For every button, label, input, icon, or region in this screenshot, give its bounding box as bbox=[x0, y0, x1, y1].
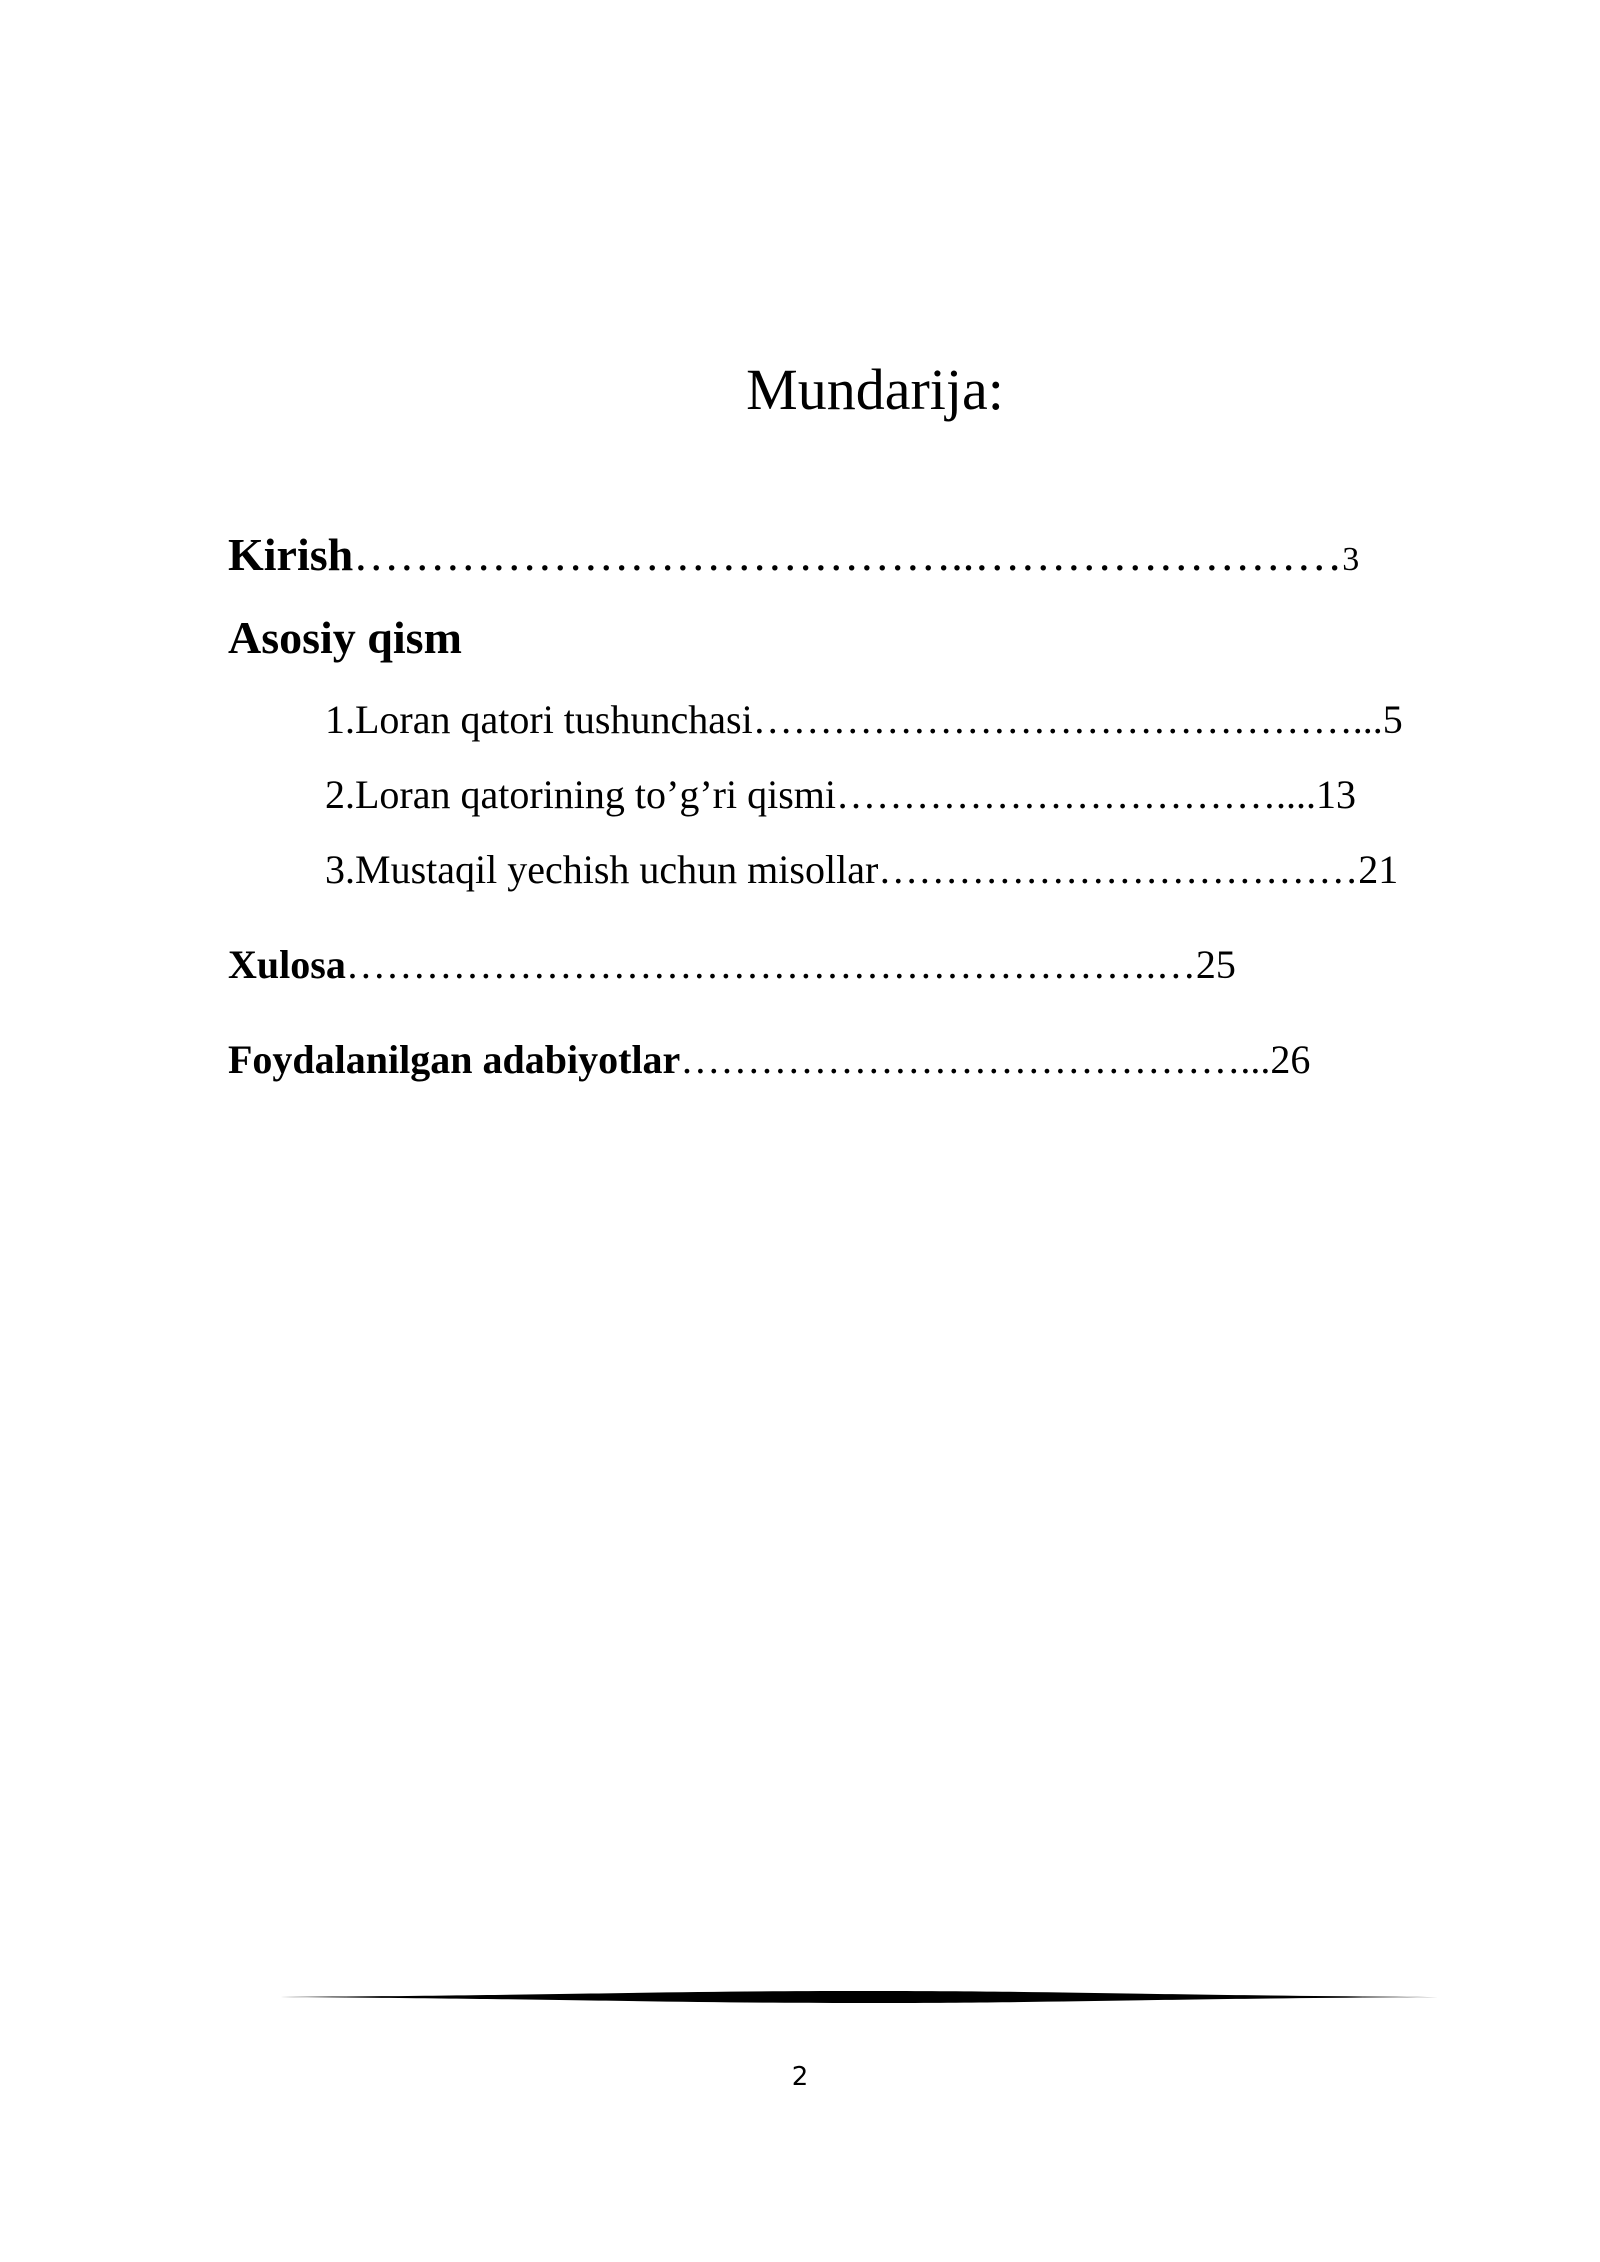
toc-label: Asosiy qism bbox=[228, 612, 462, 663]
toc-leader: ………………………………………... bbox=[752, 697, 1383, 742]
page-number: 2 bbox=[791, 2062, 809, 2092]
toc-section-heading bbox=[228, 612, 462, 663]
toc-label: Xulosa bbox=[228, 942, 346, 987]
toc-label: Foydalanilgan adabiyotlar bbox=[228, 1037, 681, 1082]
toc-leader: …………………………….... bbox=[836, 772, 1317, 817]
toc-entry-item-3 bbox=[325, 847, 1399, 892]
toc-entry-item-1 bbox=[325, 697, 1403, 742]
toc-page-number: 25 bbox=[1195, 942, 1236, 987]
toc-page-number: 21 bbox=[1358, 847, 1399, 892]
toc-page-number: 5 bbox=[1382, 697, 1403, 742]
toc-label: 2.Loran qatorining to’g’ri qismi bbox=[325, 772, 837, 817]
toc-leader: …………………………………..…………………… bbox=[353, 529, 1343, 580]
toc-leader: …………………………………………………….… bbox=[345, 942, 1196, 987]
toc-page-number: 3 bbox=[1342, 541, 1360, 578]
toc-page-number: 26 bbox=[1270, 1037, 1311, 1082]
toc-leader: ……………………………… bbox=[878, 847, 1359, 892]
toc-label: 1.Loran qatori tushunchasi bbox=[325, 697, 753, 742]
toc-entry-kirish bbox=[228, 529, 1360, 580]
toc-leader: ……………………………………... bbox=[680, 1037, 1271, 1082]
toc-page-number: 13 bbox=[1316, 772, 1357, 817]
toc-label: Kirish bbox=[228, 529, 354, 580]
page-title: Mundarija: bbox=[746, 357, 1004, 422]
toc-label: 3.Mustaqil yechish uchun misollar bbox=[325, 847, 879, 892]
toc-entry-item-2 bbox=[325, 772, 1357, 817]
toc-entry-xulosa bbox=[228, 942, 1236, 987]
footer-divider bbox=[280, 1990, 1438, 2004]
toc-entry-foydalanilgan-adabiyotlar bbox=[228, 1037, 1311, 1082]
